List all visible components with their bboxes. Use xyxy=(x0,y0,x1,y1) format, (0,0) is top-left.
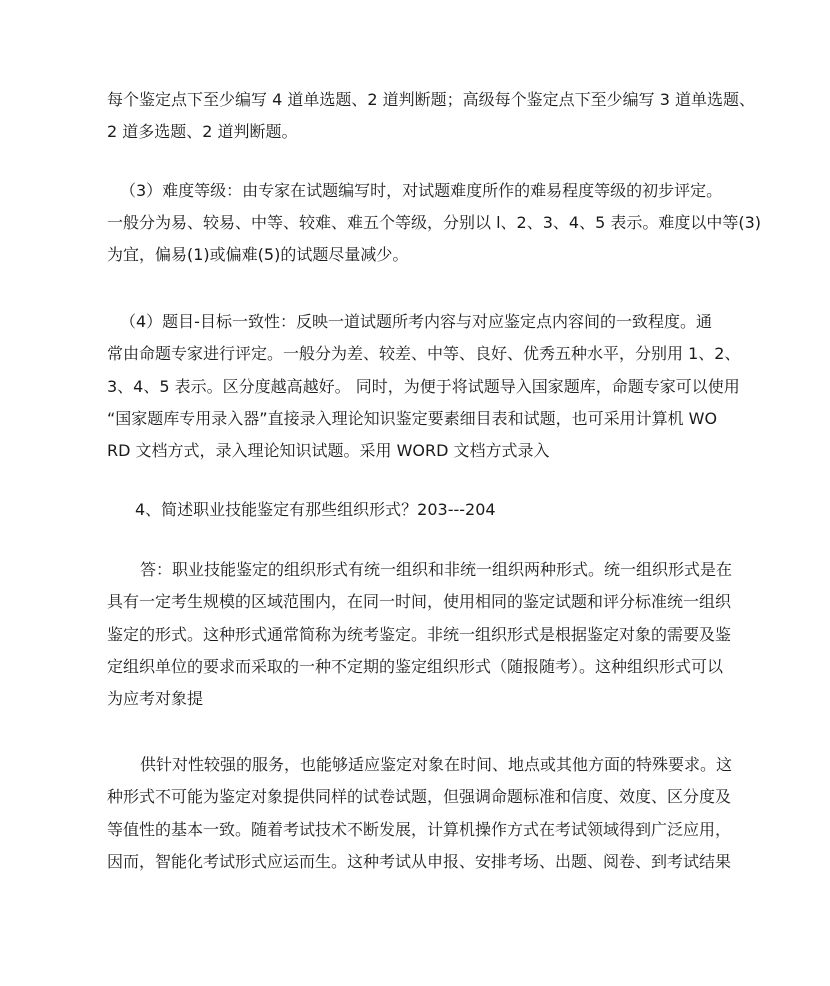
text-line: 鉴定的形式。这种形式通常简称为统考鉴定。非统一组织形式是根据鉴定对象的需要及鉴 xyxy=(107,625,732,644)
text-line: 种形式不可能为鉴定对象提供同样的试卷试题，但强调命题标准和信度、效度、区分度及 xyxy=(107,787,732,806)
text-line: 2 道多选题、2 道判断题。 xyxy=(107,122,298,141)
text-line: RD 文档方式，录入理论知识试题。采用 WORD 文档方式录入 xyxy=(107,441,550,460)
text-line: “国家题库专用录入器”直接录入理论知识鉴定要素细目表和试题，也可采用计算机 WO xyxy=(107,409,718,428)
text-line: 一般分为易、较易、中等、较难、难五个等级，分别以 l、2、3、4、5 表示。难度以中等(3) xyxy=(107,213,762,232)
text-line: 答：职业技能鉴定的组织形式有统一组织和非统一组织两种形式。统一组织形式是在 xyxy=(140,560,733,579)
text-line: 定组织单位的要求而采取的一种不定期的鉴定组织形式（随报随考）。这种组织形式可以 xyxy=(107,657,724,676)
text-line: 常由命题专家进行评定。一般分为差、较差、中等、良好、优秀五种水平，分别用 1、2、 xyxy=(107,344,741,363)
text-line: 为宜，偏易(1)或偏难(5)的试题尽量减少。 xyxy=(107,245,409,264)
text-line: 3、4、5 表示。区分度越高越好。 同时，为便于将试题导入国家题库，命题专家可以使用 xyxy=(107,377,740,396)
text-line: 供针对性较强的服务，也能够适应鉴定对象在时间、地点或其他方面的特殊要求。这 xyxy=(140,755,733,774)
text-line: 为应考对象提 xyxy=(107,689,204,708)
question-text: 4、简述职业技能鉴定有那些组织形式？203---204 xyxy=(135,500,496,519)
text-line: （3）难度等级：由专家在试题编写时，对试题难度所作的难易程度等级的初步评定。 xyxy=(120,181,723,200)
text-line: 每个鉴定点下至少编写 4 道单选题、2 道判断题；高级每个鉴定点下至少编写 3 道单选题、 xyxy=(107,90,755,109)
text-line: 等值性的基本一致。随着考试技术不断发展，计算机操作方式在考试领域得到广泛应用， xyxy=(107,820,732,839)
text-line: （4）题目-目标一致性：反映一道试题所考内容与对应鉴定点内容间的一致程度。通 xyxy=(120,312,712,331)
text-line: 具有一定考生规模的区域范围内，在同一时间，使用相同的鉴定试题和评分标准统一组织 xyxy=(107,592,732,611)
text-line: 因而，智能化考试形式应运而生。这种考试从申报、安排考场、出题、阅卷、到考试结果 xyxy=(107,852,732,871)
